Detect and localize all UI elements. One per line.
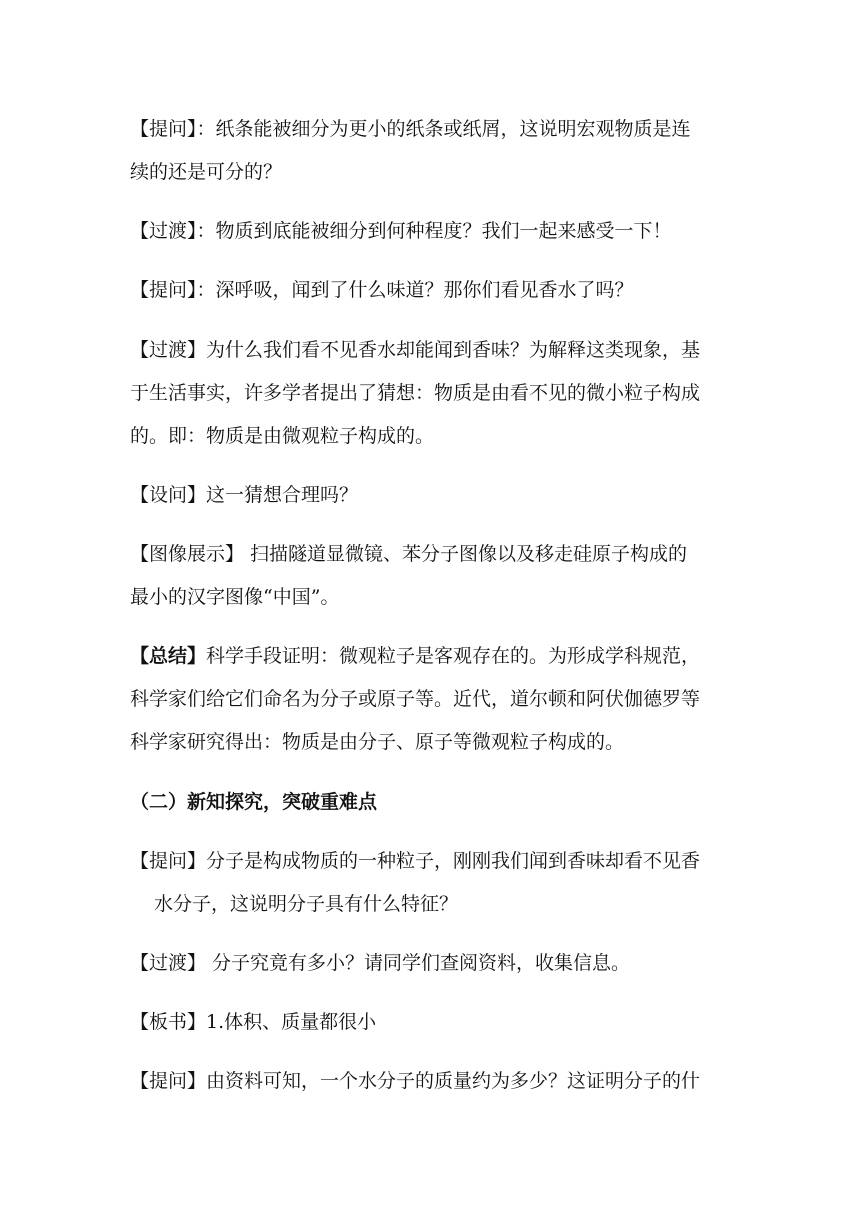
paragraph-text: 分子是构成物质的一种粒子，刚刚我们闻到香味却看不见香	[206, 850, 701, 872]
section-tag: 【板书】	[130, 1011, 207, 1033]
section-tag: 【过渡】	[130, 339, 207, 361]
paragraph-text: 续的还是可分的？	[130, 161, 283, 183]
paragraph-1-line-1	[130, 116, 740, 142]
paragraph-text: 这一猜想合理吗？	[206, 484, 359, 506]
section-tag: 【设问】	[130, 484, 207, 506]
paragraph-text: 1.体积、质量都很小	[206, 1011, 377, 1033]
paragraph-7-line-1	[130, 643, 740, 669]
paragraph-text: ：纸条能被细分为更小的纸条或纸屑，这说明宏观物质是连	[196, 118, 691, 140]
paragraph-text: ：深呼吸，闻到了什么味道？那你们看见香水了吗？	[196, 279, 634, 301]
paragraph-text: 扫描隧道显微镜、苯分子图像以及移走硅原子构成的	[244, 543, 688, 565]
paragraph-text: 最小的汉字图像“中国”。	[130, 586, 340, 608]
paragraph-4-line-1	[130, 337, 740, 363]
section-tag: 【过渡】	[130, 952, 207, 974]
paragraph-11-line-1	[130, 1009, 740, 1035]
section-heading	[130, 789, 740, 815]
paragraph-text: 的。即：物质是由微观粒子构成的。	[130, 425, 435, 447]
section-heading-text: （二）新知探究，突破重难点	[130, 791, 378, 813]
paragraph-text: 科学家们给它们命名为分子或原子等。近代，道尔顿和阿伏伽德罗等	[130, 688, 701, 710]
paragraph-10-line-1	[130, 950, 740, 976]
paragraph-text: 科学手段证明：微观粒子是客观存在的。为形成学科规范，	[206, 645, 701, 667]
paragraph-6-line-2	[130, 584, 740, 610]
paragraph-text: 为什么我们看不见香水却能闻到香味？为解释这类现象，基	[206, 339, 701, 361]
section-tag: 【总结】	[130, 645, 207, 667]
paragraph-9-line-1	[130, 848, 740, 874]
paragraph-1-line-2	[130, 159, 740, 185]
paragraph-9-line-2	[154, 891, 764, 917]
paragraph-4-line-3	[130, 423, 740, 449]
section-tag: 【提问】	[130, 850, 207, 872]
paragraph-5-line-1	[130, 482, 740, 508]
paragraph-7-line-2	[130, 686, 740, 712]
paragraph-2-line-1	[130, 218, 740, 244]
paragraph-6-line-1	[130, 541, 740, 567]
paragraph-4-line-2	[130, 380, 740, 406]
paragraph-12-line-1	[130, 1068, 740, 1094]
paragraph-text: 于生活事实，许多学者提出了猜想：物质是由看不见的微小粒子构成	[130, 382, 701, 404]
section-tag: 【提问】	[130, 118, 197, 140]
paragraph-text: ：物质到底能被细分到何种程度？我们一起来感受一下！	[196, 220, 672, 242]
section-tag: 【过渡】	[130, 220, 197, 242]
paragraph-text: 科学家研究得出：物质是由分子、原子等微观粒子构成的。	[130, 731, 625, 753]
paragraph-3-line-1	[130, 277, 740, 303]
paragraph-text: 分子究竟有多小？请同学们查阅资料，收集信息。	[206, 952, 631, 974]
paragraph-7-line-3	[130, 729, 740, 755]
section-tag: 【提问】	[130, 279, 197, 301]
paragraph-text: 由资料可知，一个水分子的质量约为多少？这证明分子的什	[206, 1070, 701, 1092]
paragraph-text: 水分子，这说明分子具有什么特征？	[154, 893, 459, 915]
section-tag: 【图像展示】	[130, 543, 245, 565]
section-tag: 【提问】	[130, 1070, 207, 1092]
